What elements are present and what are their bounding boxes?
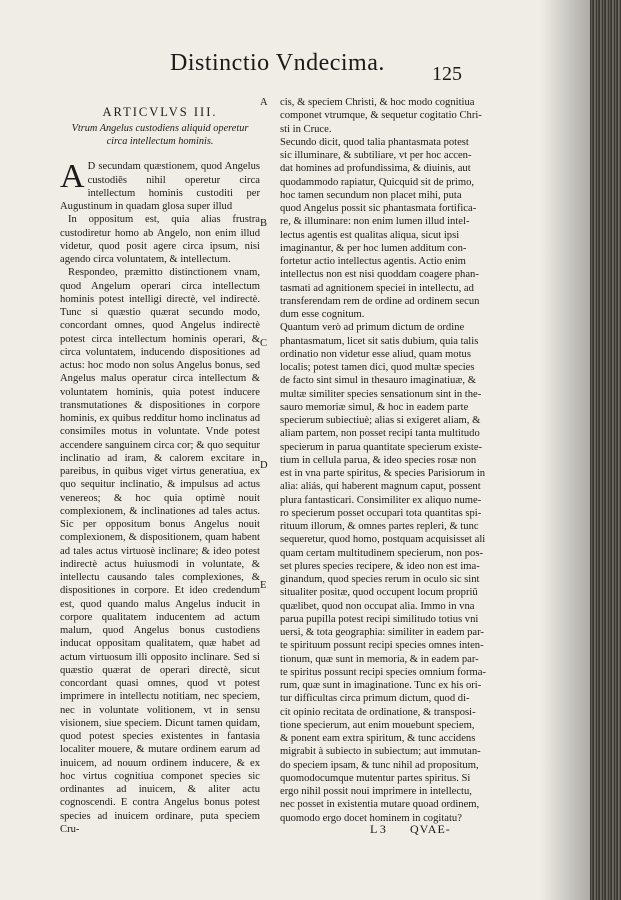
paragraph — [60, 160, 260, 213]
text-line: de facto sint simul in thesauro imaginatiuæ, & — [280, 375, 476, 387]
margin-letter: E — [260, 580, 267, 591]
text-line: transferendam rem de ordine ad ordinem secun — [280, 295, 480, 307]
text-line: ordinatio non videtur esse aliud, quam motus — [280, 348, 471, 360]
paragraph: In oppositum est, quia alias frustra custodiretur homo ab Angelo, non enim illud videtur, quod posit agere circa ipsum, nisi agendo circa voluntatem, & intellectum. — [60, 214, 260, 265]
text-line: ginandum, quod species rerum in oculo sic sint — [280, 574, 480, 585]
text-line: ergo nihil possit noui imprimere in intellectu, — [280, 786, 472, 797]
left-column-body — [60, 160, 260, 836]
text-line: sic illuminare, & subtiliare, vt per hoc accen- — [280, 150, 472, 161]
text-line: migrabit à subiecto in subiectum; aut immutan- — [280, 746, 481, 758]
text-line: rituum illorum, & omnes partes repleri, & tunc — [280, 521, 479, 532]
text-line: Quantum verò ad primum dictum de ordine — [280, 322, 465, 334]
text-line: tium in cellula parua, & ideo species rosæ non — [280, 454, 477, 466]
article-question: Vtrum Angelus custodiens aliquid operetur circa intellectum hominis. — [71, 123, 249, 147]
article-title: ARTICVLVS III. — [102, 105, 218, 119]
text-line: re, & illuminare: non enim lumen illud intel- — [280, 216, 470, 228]
text-line: quam certam multitudinem specierum, non pos- — [280, 547, 483, 559]
margin-letter: C — [260, 338, 268, 349]
text-line: imaginantur, & per hoc lumen additum con- — [280, 242, 467, 254]
text-line: sequeretur, quod homo, postquam acquisisset ali — [280, 534, 486, 546]
text-line: cit opinio recitata de ordinatione, & transposi- — [280, 706, 476, 718]
text-line: tur difficultas circa primum dictum, quod di- — [280, 693, 470, 705]
text-line: aliam partem, non posset recipi tanta multitudo — [280, 428, 480, 440]
text-line: lectus agentis est qualitas aliqua, sicut ipsi — [280, 229, 460, 241]
margin-letter: D — [260, 460, 268, 471]
text-line: sti in Cruce. — [280, 123, 332, 135]
text-line: & ponent eam extra spiritum, & tunc accidens — [280, 733, 476, 744]
margin-letter: B — [260, 218, 268, 229]
text-line: quod Angelus possit sic phantasmata fortifica- — [280, 203, 477, 214]
text-line: tasmati ad agnitionem speciei in intellectu, ad — [280, 282, 474, 294]
left-column — [60, 106, 260, 836]
text-line: localis; potest tamen dici, quod multæ species — [280, 362, 475, 373]
text-line: multæ similiter species sensationum sint in the- — [280, 388, 482, 400]
text-line: quodammodo rapiatur, Quicquid sit de primo, — [280, 176, 475, 188]
gutter-shadow — [540, 0, 590, 900]
dropcap: A — [60, 158, 85, 196]
text-line: plura fantasticari. Consimiliter ex aliquo nume- — [280, 494, 482, 506]
signature-mark: L 3 — [370, 822, 386, 836]
text-line: fortetur actio intellectus agentis. Actio enim — [280, 256, 466, 267]
text-line: est in vna parte spiritus, & species Parisiorum in — [280, 468, 486, 479]
running-head: Distinctio Vndecima. — [170, 50, 385, 76]
text-line: ro specierum posset occupari tota quantitas spi- — [280, 507, 482, 519]
page-number: 125 — [432, 63, 462, 85]
text-line: specierum subiectiuè; alias si exigeret aliam, & — [280, 415, 481, 426]
text-line: do speciem ipsam, & tunc nihil ad propositum, — [280, 759, 479, 771]
text-line: Secundo dicit, quod talia phantasmata potest — [280, 136, 469, 148]
text-line: quomodo ergo docet hominem in cogitatu? — [280, 812, 462, 824]
text-line: componet vtrumque, & sequetur cogitatio Chri- — [280, 110, 482, 122]
book-gutter — [590, 0, 621, 900]
text-line: sauro memoriæ simul, & hoc in eadem parte — [280, 401, 469, 413]
text-line: quælibet, quod non occupat alia. Immo in vna — [280, 600, 475, 612]
text-line: intellectus non est nisi quoddam coagere phan- — [280, 269, 479, 281]
catchword: QVAE- — [410, 822, 451, 836]
text-line: nec posset in existentia mutare quoad ordinem, — [280, 799, 480, 811]
right-column — [280, 96, 490, 825]
text-line: parua pupilla potest recipi similitudo totius vni — [280, 613, 479, 625]
text-line: rum, quæ sunt in imaginatione. Tunc ex his ori- — [280, 680, 482, 691]
text-line: dat homines ad profundissima, & diuinis, aut — [280, 163, 471, 175]
text-line: quomodocumque mutentur partes spiritus. Si — [280, 772, 471, 784]
text-line: cis, & speciem Christi, & hoc modo cognitiua — [280, 97, 475, 108]
text-line: phantasmatum, licet sit satis dubium, quia talis — [280, 335, 479, 347]
text-line: hoc tamen secundum non placet mihi, puta — [280, 189, 462, 201]
text-line: situaliter positæ, quod occupent locum propriũ — [280, 587, 478, 599]
text-line: set plures species recipere, & ideo non est ima- — [280, 560, 480, 572]
paragraph: Respondeo, præmitto distinctionem vnam, quod Angelum operari circa intellectum hominis potest intelligi directè, vel indirectè. Tunc si quæstio quærat secundo modo, concordant omnes, quod Angelus indirectè potest circa intellectum hominis operari, & circa voluntatem, inducendo dispositiones ad actus: hoc modo non solus Angelus bonus, sed Angelus malus operatur circa intellectum & voluntatem hominis, quia potest inducere transmutationes & dispositiones in corpore hominis, ex quibus redditur homo inclinatus ad consimiles motus in voluntate. Vnde potest accendere sanguinem circa cor; & quo sequitur inclinatio ad iram, & calorem excitare in pareibus, in quibus viget virtus generatiua, ex quo sequitur inclinatio, & impulsus ad actus venereos; & hoc quia optimè nouit complexionem, & inclinationes ad tales actus. Sic per oppositum bonus Angelus nouit complexionem, & dispositionem, quam habent ad tales actus virtuosè inclinare; & ideo potest indirectè actus huiusmodi in voluntate, & intellectu causando tales complexiones, & dispositiones in corpore. Et ideo credendum est, quod quando malus Angelus inducit in corpore qualitatem inducentem ad actum malum, quod Angelus bonus custodiens inducat oppositam qualitatem, quæ habet ad actum virtuosum illi opposito inclinare. Sed si quæstio quærat de operari directè, sicut concordant quasi omnes, quod vt potest imprimere in intellectu notitiam, nec speciem, nec in voluntate volitionem, vt in sensu visionem, siue speciem. Dicunt tamen quidam, quod potest species existentes in fantasia localiter mouere, & mutare ordinem earum ad inuicem, ad nouum ordinem inducere, & ex hoc virtus cognitiua componet species sic ordinantes ad inuicem, & aliter actu cognoscendi. E contra Angelus bonus potest species ad inuicem ordinare, puta speciem Cru- — [60, 267, 260, 835]
text-line: specierum in parua quantitate specierum existe- — [280, 441, 483, 453]
text-line: alia: aliás, qui haberent magnum caput, possent — [280, 481, 481, 493]
text-line: tione specierum, aut enim mouebunt speciem, — [280, 719, 475, 731]
margin-letter: A — [260, 97, 268, 108]
text-line: te spirituum possunt recipi species omnes inten- — [280, 640, 484, 652]
text-line: te spiritus possunt recipi species omnium forma- — [280, 666, 486, 678]
paragraph-text: D secundam quæstionem, quod Angelus custodiēs nihil operetur circa intellectum hominis custoditi per Augustinum in quadam glosa super illud — [60, 161, 260, 212]
text-line: tionum, quæ sunt in memoria, & in eadem par- — [280, 653, 479, 665]
text-line: dum esse cognitum. — [280, 309, 365, 320]
text-line: uersi, & tota geographia: similiter in eadem par- — [280, 627, 484, 638]
